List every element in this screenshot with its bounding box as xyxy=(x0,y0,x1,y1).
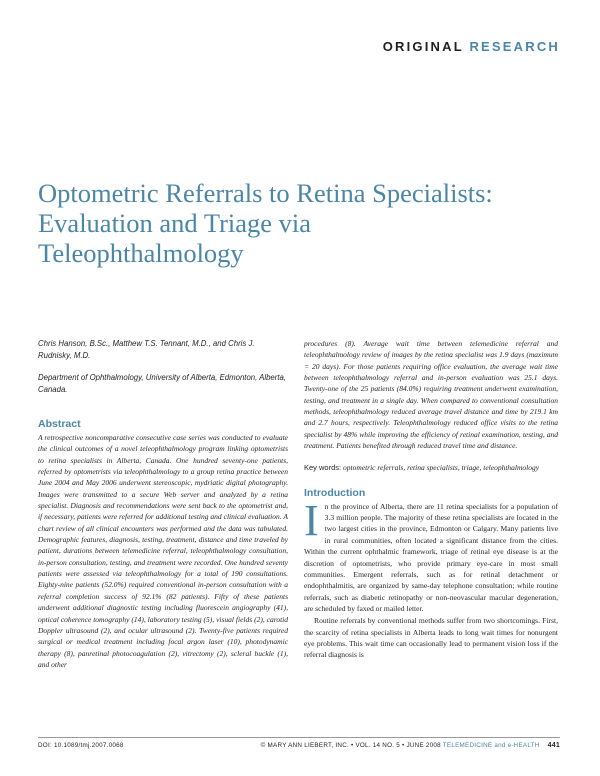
introduction-paragraph-2: Routine referrals by conventional methods suffer from two shortcomings. First, the scarcity of retina specialists in Alberta leads to long wait times for nonurgent eye problems. This wait time can occasionally lead to permanent vision loss if the referral diagnosis is xyxy=(304,616,558,660)
article-title: Optometric Referrals to Retina Specialists: Evaluation and Triage via Teleophthalmology xyxy=(38,178,493,268)
introduction-heading: Introduction xyxy=(304,486,366,499)
publisher-info: © MARY ANN LIEBERT, INC. • VOL. 14 NO. 5 • JUNE 2008 xyxy=(260,742,441,749)
affiliation: Department of Ophthalmology, University of Alberta, Edmonton, Alberta, Canada. xyxy=(38,373,287,394)
keywords-label: Key words: xyxy=(304,463,342,473)
page-number: 441 xyxy=(547,742,560,749)
author-list: Chris Hanson, B.Sc., Matthew T.S. Tennant, M.D., and Chris J. Rudnisky, M.D. xyxy=(38,339,255,360)
left-column xyxy=(38,338,288,670)
keywords xyxy=(304,462,558,473)
introduction-paragraph-1-text: n the province of Alberta, there are 11 retina specialists for a population of 3.3 million people. The majority of these retina specialists are located in the two largest cities in the province, Edmonton or Calgary. Many patients live in rural communities, often located a significant distance from the cities. Within the current ophthalmic framework, triage of retinal eye disease is at the discretion of optometrists, who provide primary eye-care in most small communities. Emergent referrals, such as for retinal detachment or endophthalmitis, are organized by same-day telephone consultation; while routine referrals, such as diabetic retinopathy or non-neovascular macular degeneration, are scheduled by faxed or mailed letter. xyxy=(304,501,558,613)
doi-link[interactable]: DOI: 10.1089/tmj.2007.0068 xyxy=(38,742,124,749)
publication-info xyxy=(261,742,560,749)
introduction-paragraph-1 xyxy=(304,495,558,614)
keywords-text: optometric referrals, retina specialists, triage, teleophthalmology xyxy=(342,463,540,473)
abstract-continuation: procedures (8). Average wait time between telemedicine referral and teleophthalmology review of images by the retina specialist was 1.9 days (maximum = 20 days). For those patients requiring office evaluation, the average wait time between teleophthalmology referral and in-person evaluation was 25.1 days. Twenty-one of the 25 patients (84.0%) requiring treatment underwent examination, testing, and treatment in a single day. When compared to conventional consultation methods, teleophthalmology reduced average travel distance and time by 219.1 km and 2.7 hours, respectively. Teleophthalmology reduced office visits to the retina specialist by 48% while improving the efficiency of retinal examination, testing, and treatment. Patients benefited through reduced travel time and distance. xyxy=(304,339,558,451)
abstract-text: A retrospective noncomparative consecutive case series was conducted to evaluate the clinical outcomes of a novel teleophthalmology program linking optometrists to retina specialists in Alberta, Canada. One hundred seventy-one patients, referred by optometrists via teleophthalmology to a group retina practice between June 2004 and May 2006 underwent stereoscopic, mydriatic digital photography. Images were transmitted to a secure Web server and analyzed by a retina specialist. Diagnosis and recommendations were sent back to the optometrist and, if necessary, patients were referred for additional testing and clinical evaluation. A chart review of all clinical encounters was performed and the data was tabulated. Demographic features, diagnosis, testing, treatment, distance and time traveled by patient, durations between telemedicine referral, teleophthalmology consultation, in-person consultation, testing, and treatment were recorded. One hundred seventy patients were assessed via teleophthalmology for a total of 190 consultations. Eighty-nine patients (52.0%) required conventional in-person consultation with a referral completion success of 92.1% (82 patients). Fifty of these patients underwent additional diagnostic testing including fluorescein angiography (41), optical coherence tomography (14), laboratory testing (5), visual fields (2), carotid Doppler ultrasound (2), and ocular ultrasound (2). Twenty-five patients required surgical or medical treatment including focal argon laser (10), photodynamic therapy (8), panretinal photocoagulation (2), vitrectomy (2), scleral buckle (1), and other xyxy=(38,433,288,669)
section-label xyxy=(383,39,560,54)
abstract-heading: Abstract xyxy=(38,418,81,430)
journal-name: TELEMEDICINE and e-HEALTH xyxy=(442,742,540,749)
right-column xyxy=(304,338,558,661)
section-label-word1: ORIGINAL xyxy=(382,39,464,54)
footer-divider xyxy=(38,737,560,738)
drop-cap: I xyxy=(304,495,319,545)
section-label-word2: RESEARCH xyxy=(469,39,560,54)
